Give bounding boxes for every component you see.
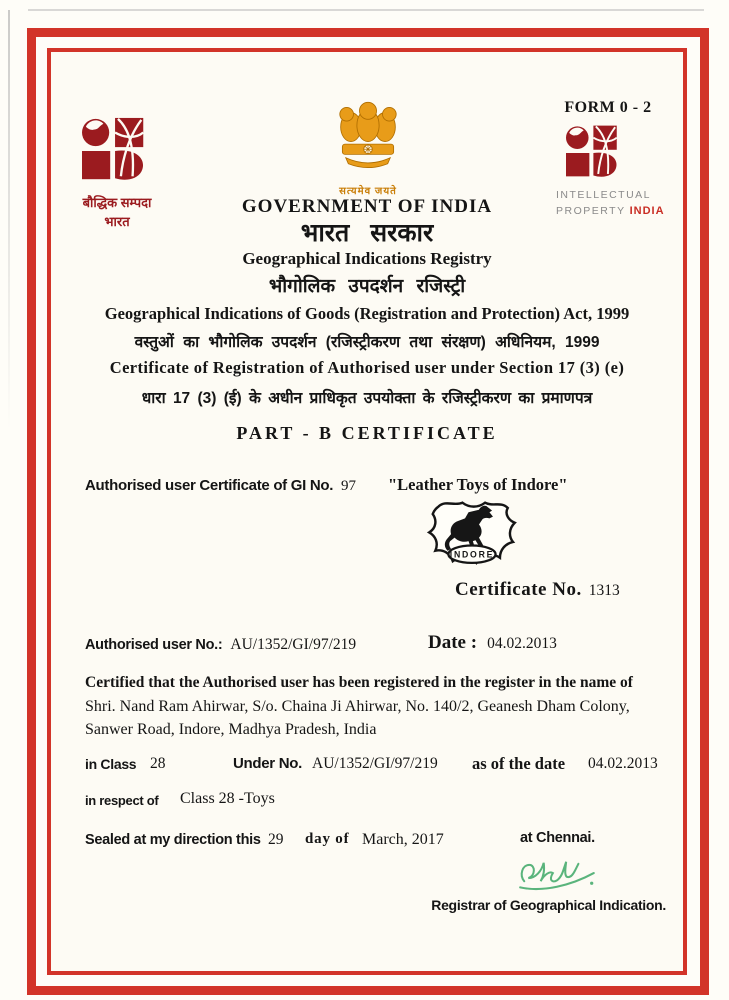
gi-mark: [424, 497, 520, 573]
authorised-user-row: [85, 636, 356, 654]
ip-logo-caption-line1: बौद्धिक सम्पदा: [82, 195, 152, 210]
bharat-sarkar-title: भारत सरकार: [300, 219, 434, 247]
government-of-india-title: GOVERNMENT OF INDIA: [241, 196, 493, 217]
registry-title-hi: भौगोलिक उपदर्शन रजिस्ट्री: [268, 276, 466, 297]
act-line-hi: वस्तुओं का भौगोलिक उपदर्शन (रजिस्ट्रीकरण तथा संरक्षण) अधिनियम, 1999: [134, 334, 600, 351]
in-respect-of-label: in respect of: [85, 793, 159, 808]
holder-name-line1: Shri. Nand Ram Ahirwar, S/o. Chaina Ji Ahirwar, No. 140/2, Geanesh Dham Colony,: [85, 698, 630, 715]
ip-logo-icon: [556, 124, 634, 182]
ip-logo-caption-property: PROPERTY: [556, 205, 626, 217]
indore-mark-label: INDORE: [449, 549, 495, 560]
gi-number-row: [85, 477, 356, 495]
emblem-motto: सत्यमेव जयते: [339, 186, 397, 197]
in-class-label: in Class: [85, 756, 137, 772]
national-emblem: [322, 98, 414, 197]
signature-scribble-icon: [512, 844, 606, 898]
ashoka-lion-capital-icon: [324, 98, 412, 180]
as-of-date-value: 04.02.2013: [588, 755, 658, 772]
under-no-label: Under No.: [233, 755, 302, 772]
part-b-certificate-title: PART - B CERTIFICATE: [236, 423, 498, 443]
sealed-label: Sealed at my direction this: [85, 832, 261, 848]
holder-name-line2: Sanwer Road, Indore, Madhya Pradesh, India: [85, 721, 377, 738]
section-line-hi: धारा 17 (3) (ई) के अधीन प्राधिकृत उपयोक्ता के रजिस्ट्रीकरण का प्रमाणपत्र: [141, 390, 593, 407]
gi-number-label: Authorised user Certificate of GI No.: [85, 477, 334, 494]
certificate-number-row: [455, 579, 620, 601]
scan-edge-left: [8, 10, 10, 430]
form-number: FORM 0 - 2: [564, 99, 652, 116]
registrar-signature: [512, 844, 606, 898]
gi-number-value: 97: [340, 478, 356, 494]
under-no-value: AU/1352/GI/97/219: [312, 755, 438, 772]
ip-logo-caption-line1: INTELLECTUAL: [556, 189, 652, 201]
at-chennai-label: at Chennai.: [520, 830, 595, 846]
registrar-title: Registrar of Geographical Indication.: [431, 897, 666, 913]
date-value: 04.02.2013: [487, 635, 557, 652]
date-label: Date :: [428, 632, 478, 653]
registry-title-en: Geographical Indications Registry: [242, 249, 492, 268]
certified-statement: Certified that the Authorised user has been registered in the register in the name of: [85, 674, 633, 691]
in-class-value: 28: [150, 755, 166, 772]
ip-logo-icon: [69, 116, 165, 186]
section-line-en: Certificate of Registration of Authorised user under Section 17 (3) (e): [109, 358, 625, 377]
ip-logo-caption-india: INDIA: [629, 205, 665, 217]
scan-edge-top: [28, 9, 704, 11]
in-respect-of-value: Class 28 -Toys: [180, 790, 275, 807]
ip-logo-caption-line2: भारत: [104, 214, 130, 229]
sealed-day-value: 29: [268, 831, 284, 848]
authorised-user-value: AU/1352/GI/97/219: [230, 636, 357, 653]
certificate-number-label: Certificate No.: [455, 579, 582, 600]
sealed-month-value: March, 2017: [362, 831, 444, 848]
as-of-date-label: as of the date: [472, 754, 566, 773]
date-row: [428, 632, 557, 654]
authorised-user-label: Authorised user No.:: [85, 637, 223, 653]
day-of-label: day of: [305, 831, 350, 847]
act-line-en: Geographical Indications of Goods (Registration and Protection) Act, 1999: [104, 304, 630, 323]
gi-name: "Leather Toys of Indore": [388, 475, 568, 494]
certificate-number-value: 1313: [588, 582, 620, 599]
leather-hide-horse-icon: [424, 497, 520, 573]
